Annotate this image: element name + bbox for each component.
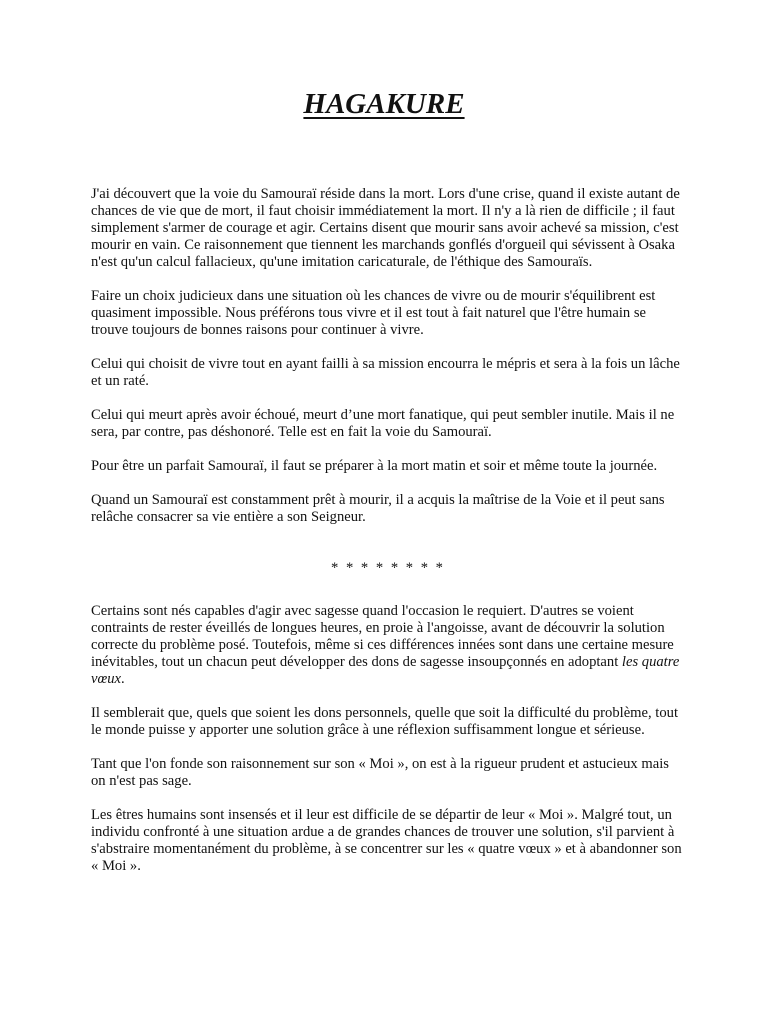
paragraph-choice: Faire un choix judicieux dans une situation où les chances de vivre ou de mourir s'équilibrent est quasiment impossible. Nous préférons tous vivre et il est tout à fait naturel que l'être humain se trouve toujours de bonnes raisons pour continuer à vivre.	[91, 288, 656, 338]
paragraph-abandon-moi: Les êtres humains sont insensés et il leur est difficile de se départir de leur « Moi ». Malgré tout, un individu confronté à une situation ardue a de grandes chances de trouver une solution, s'il parvient à s'abstraire momentanément du problème, à se concentrer sur les « quatre vœux » et à abandonner son « Moi ».	[91, 807, 682, 874]
paragraph-death-way: J'ai découvert que la voie du Samouraï réside dans la mort. Lors d'une crise, quand il existe autant de chances de vie que de mort, il faut choisir immédiatement la mort. Il n'y a là rien de difficile ; il faut simplement s'armer de courage et agir. Certains disent que mourir sans avoir achevé sa mission, c'est mourir en vain. Ce raisonnement que tiennent les marchands gonflés d'orgueil qui sévissent à Osaka n'est qu'un calcul fallacieux, qu'une imitation caricaturale, de l'éthique des Samouraïs.	[91, 186, 680, 270]
paragraph-preparation: Pour être un parfait Samouraï, il faut se préparer à la mort matin et soir et même toute la journée.	[91, 458, 658, 474]
paragraph-mastery: Quand un Samouraï est constamment prêt à mourir, il a acquis la maîtrise de la Voie et il peut sans relâche consacrer sa vie entière a son Seigneur.	[91, 492, 665, 525]
section-separator: * * * * * * * *	[331, 560, 445, 576]
paragraph-reflection: Il semblerait que, quels que soient les dons personnels, quelle que soit la difficulté du problème, tout le monde puisse y apporter une solution grâce à une réflexion suffisamment longue et sérieuse.	[91, 705, 678, 738]
paragraph-moi: Tant que l'on fonde son raisonnement sur son « Moi », on est à la rigueur prudent et astucieux mais on n'est pas sage.	[91, 756, 669, 789]
document-title: HAGAKURE	[303, 88, 465, 120]
paragraph-wisdom	[91, 603, 685, 688]
paragraph-failure: Celui qui choisit de vivre tout en ayant failli à sa mission encourra le mépris et sera à la fois un lâche et un raté.	[91, 356, 680, 389]
document-body	[91, 186, 685, 892]
paragraph-wisdom-end: .	[121, 671, 125, 687]
paragraph-wisdom-italic: les quatre vœux	[91, 654, 680, 687]
paragraph-fanatic-death: Celui qui meurt après avoir échoué, meurt d’une mort fanatique, qui peut sembler inutile. Mais il ne sera, par contre, pas déshonoré. Telle est en fait la voie du Samouraï.	[91, 407, 675, 440]
paragraph-wisdom-text: Certains sont nés capables d'agir avec sagesse quand l'occasion le requiert. D'autres se voient contraints de rester éveillés de longues heures, en proie à l'angoisse, avant de découvrir la solution correcte du problème posé. Toutefois, même si ces différences innées sont dans une certaine mesure inévitables, tout un chacun peut développer des dons de sagesse insoupçonnés en adoptant	[91, 603, 674, 670]
